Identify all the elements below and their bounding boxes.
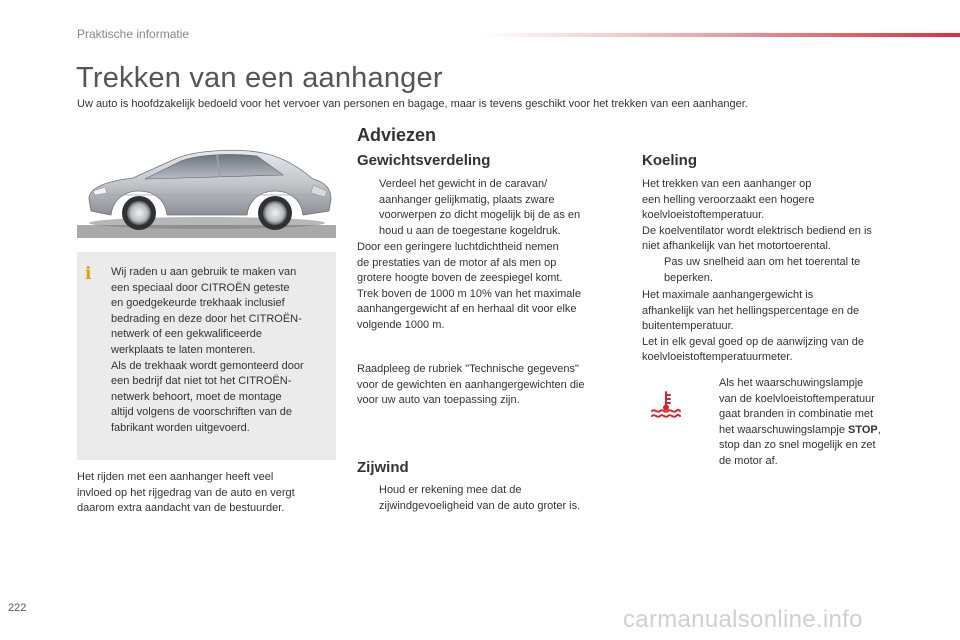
info-line: een bedrijf dat niet tot het CITROËN- — [111, 375, 292, 388]
paragraph-line: Het trekken van een aanhanger op — [642, 178, 812, 190]
gewicht-paragraph — [357, 240, 619, 334]
paragraph-line: aanhangergewicht af en herhaal dit voor elke — [357, 303, 577, 316]
paragraph-line: Het maximale aanhangergewicht is — [642, 289, 814, 301]
paragraph-line: niet afhankelijk van het motortoerental. — [642, 240, 831, 253]
car-illustration — [77, 135, 336, 239]
warning-text — [697, 376, 912, 470]
paragraph-line: Raadpleeg de rubriek "Technische gegevens" — [357, 363, 579, 375]
info-text — [111, 265, 331, 437]
info-line: altijd volgens de voorschriften van de — [111, 406, 292, 419]
info-line: Wij raden u aan gebruik te maken van — [111, 266, 297, 278]
bullet-line: beperken. — [664, 271, 713, 284]
info-line: werkplaats te laten monteren. — [111, 343, 256, 356]
coolant-temperature-icon — [649, 389, 683, 419]
warning-line: van de koelvloeistoftemperatuur — [719, 392, 875, 405]
info-line: bedrading en deze door het CITROËN- — [111, 312, 302, 325]
warning-line: Als het waarschuwingslampje — [719, 377, 864, 389]
bullet-line: Pas uw snelheid aan om het toerental te — [664, 256, 861, 268]
stop-label: STOP — [848, 423, 878, 436]
page-number: 222 — [8, 602, 27, 614]
paragraph-line: De koelventilator wordt elektrisch bediend en is — [642, 224, 872, 237]
bullet-item — [642, 255, 910, 286]
heading-zijwind: Zijwind — [357, 459, 409, 476]
paragraph-line: voor de gewichten en aanhangergewichten die — [357, 378, 585, 391]
section-header: Praktische informatie — [77, 27, 190, 41]
warning-line: stop dan zo snel mogelijk en zet — [719, 439, 876, 452]
warning-text-suffix: , — [877, 423, 881, 436]
heading-koeling: Koeling — [642, 152, 697, 169]
info-line: netwerk behoort, moet de montage — [111, 390, 282, 403]
bullet-line: Verdeel het gewicht in de caravan/ — [379, 178, 548, 190]
gewicht-bullet — [357, 177, 619, 239]
warning-text-prefix: het waarschuwingslampje — [719, 423, 849, 436]
gewicht-paragraph-2 — [357, 362, 619, 409]
warning-line — [719, 423, 912, 439]
paragraph-line: de prestaties van de motor af als men op — [357, 256, 557, 269]
paragraph-line: Het rijden met een aanhanger heeft veel — [77, 471, 274, 483]
warning-line: de motor af. — [719, 454, 778, 467]
bullet-line: voorwerpen zo dicht mogelijk bij de as en — [379, 209, 581, 222]
left-paragraph — [77, 470, 332, 517]
paragraph-line: invloed op het rijgedrag van de auto en vergt — [77, 486, 295, 499]
bullet-item — [357, 483, 619, 514]
heading-gewichtsverdeling: Gewichtsverdeling — [357, 152, 491, 169]
info-line: en goedgekeurde trekhaak inclusief — [111, 297, 285, 310]
koeling-bullet — [642, 255, 910, 286]
page-title: Trekken van een aanhanger — [76, 62, 443, 94]
bullet-line: aanhanger gelijkmatig, plaats zware — [379, 193, 555, 206]
zijwind-bullet — [357, 483, 619, 514]
bullet-item — [357, 177, 619, 239]
bullet-line: zijwindgevoeligheid van de auto groter is. — [379, 499, 581, 512]
header-rule — [480, 33, 960, 37]
bullet-line: houd u aan de toegestane kogeldruk. — [379, 224, 561, 237]
paragraph-line: volgende 1000 m. — [357, 318, 445, 331]
koeling-paragraph-2 — [642, 288, 910, 366]
paragraph-line: buitentemperatuur. — [642, 320, 734, 333]
section-title-adviezen: Adviezen — [357, 125, 437, 145]
paragraph-line: grotere hoogte boven de zeespiegel komt. — [357, 272, 563, 285]
paragraph-line: Let in elk geval goed op de aanwijzing van de — [642, 335, 864, 348]
paragraph-line: een helling veroorzaakt een hogere — [642, 193, 815, 206]
paragraph-line: koelvloeistoftemperatuur. — [642, 209, 765, 222]
info-icon: i — [85, 264, 92, 284]
car-icon — [77, 135, 336, 239]
info-line: een speciaal door CITROËN geteste — [111, 281, 290, 294]
info-line: fabrikant worden uitgevoerd. — [111, 421, 250, 434]
paragraph-line: Door een geringere luchtdichtheid nemen — [357, 241, 559, 253]
intro-text: Uw auto is hoofdzakelijk bedoeld voor het vervoer van personen en bagage, maar is tevens geschikt voor het trekken van een aanhanger. — [77, 98, 748, 110]
koeling-paragraph-1 — [642, 177, 910, 255]
warning-line: gaat branden in combinatie met — [719, 408, 874, 421]
watermark: carmanualsonline.info — [623, 606, 863, 633]
paragraph-line: voor uw auto van toepassing zijn. — [357, 394, 520, 407]
paragraph-line: Trek boven de 1000 m 10% van het maximale — [357, 287, 581, 300]
info-line: Als de trekhaak wordt gemonteerd door — [111, 359, 304, 372]
bullet-item — [697, 376, 912, 470]
bullet-line: Houd er rekening mee dat de — [379, 484, 522, 496]
info-line: netwerk of een gekwalificeerde — [111, 328, 263, 341]
paragraph-line: daarom extra aandacht van de bestuurder. — [77, 502, 285, 515]
paragraph-line: koelvloeistoftemperatuurmeter. — [642, 351, 793, 364]
paragraph-line: afhankelijk van het hellingspercentage en de — [642, 304, 860, 317]
